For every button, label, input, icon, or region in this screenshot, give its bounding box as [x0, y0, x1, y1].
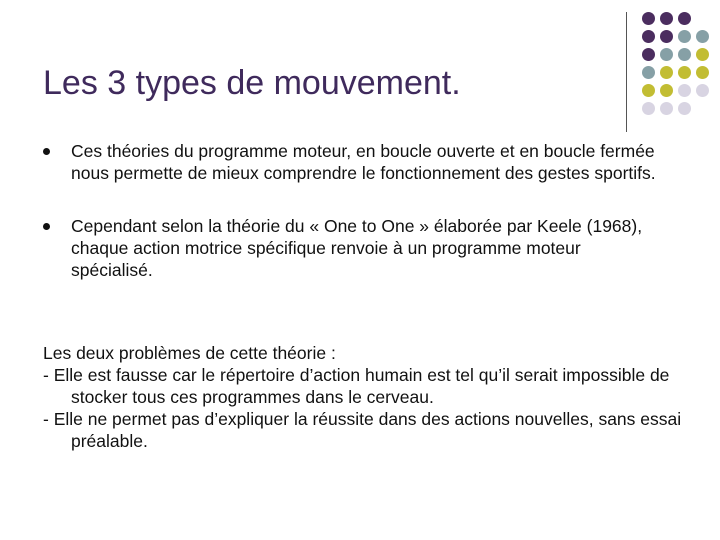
decorative-dot — [678, 66, 691, 79]
decorative-dot — [696, 30, 709, 43]
problems-block — [43, 342, 683, 452]
decorative-dot — [678, 30, 691, 43]
decorative-dot — [642, 102, 655, 115]
decorative-dot — [660, 12, 673, 25]
decorative-dot — [696, 66, 709, 79]
bullet-item — [43, 140, 663, 184]
bullet-dot-icon — [43, 148, 50, 155]
decorative-dot — [678, 48, 691, 61]
decorative-dot — [660, 66, 673, 79]
decorative-dot — [660, 48, 673, 61]
bullet-dot-icon — [43, 223, 50, 230]
decorative-dot — [642, 30, 655, 43]
bullet-list — [43, 140, 663, 281]
decorative-dot — [678, 84, 691, 97]
problem-item: - Elle ne permet pas d’expliquer la réussite dans des actions nouvelles, sans essai préalable. — [43, 409, 682, 451]
decorative-dot — [660, 84, 673, 97]
decorative-vertical-line — [626, 12, 627, 132]
decorative-dot — [642, 66, 655, 79]
slide-title: Les 3 types de mouvement. — [43, 64, 461, 102]
decorative-dot — [660, 102, 673, 115]
decorative-dot — [642, 12, 655, 25]
bullet-text: Cependant selon la théorie du « One to One » élaborée par Keele (1968), chaque action motrice spécifique renvoie à un programme moteur spécialisé. — [71, 216, 643, 280]
decorative-dot — [678, 102, 691, 115]
decorative-dot — [642, 48, 655, 61]
bullet-text: Ces théories du programme moteur, en boucle ouverte et en boucle fermée nous permette de mieux comprendre le fonctionnement des gestes sportifs. — [71, 141, 656, 183]
bullet-item — [43, 215, 663, 281]
decorative-dot — [660, 30, 673, 43]
decorative-dot — [696, 84, 709, 97]
decorative-dot — [642, 84, 655, 97]
problems-intro: Les deux problèmes de cette théorie : — [43, 343, 336, 363]
decorative-dot — [696, 48, 709, 61]
problem-item: - Elle est fausse car le répertoire d’action humain est tel qu’il serait impossible de stocker tous ces programmes dans le cerveau. — [43, 365, 670, 407]
decorative-dot — [678, 12, 691, 25]
